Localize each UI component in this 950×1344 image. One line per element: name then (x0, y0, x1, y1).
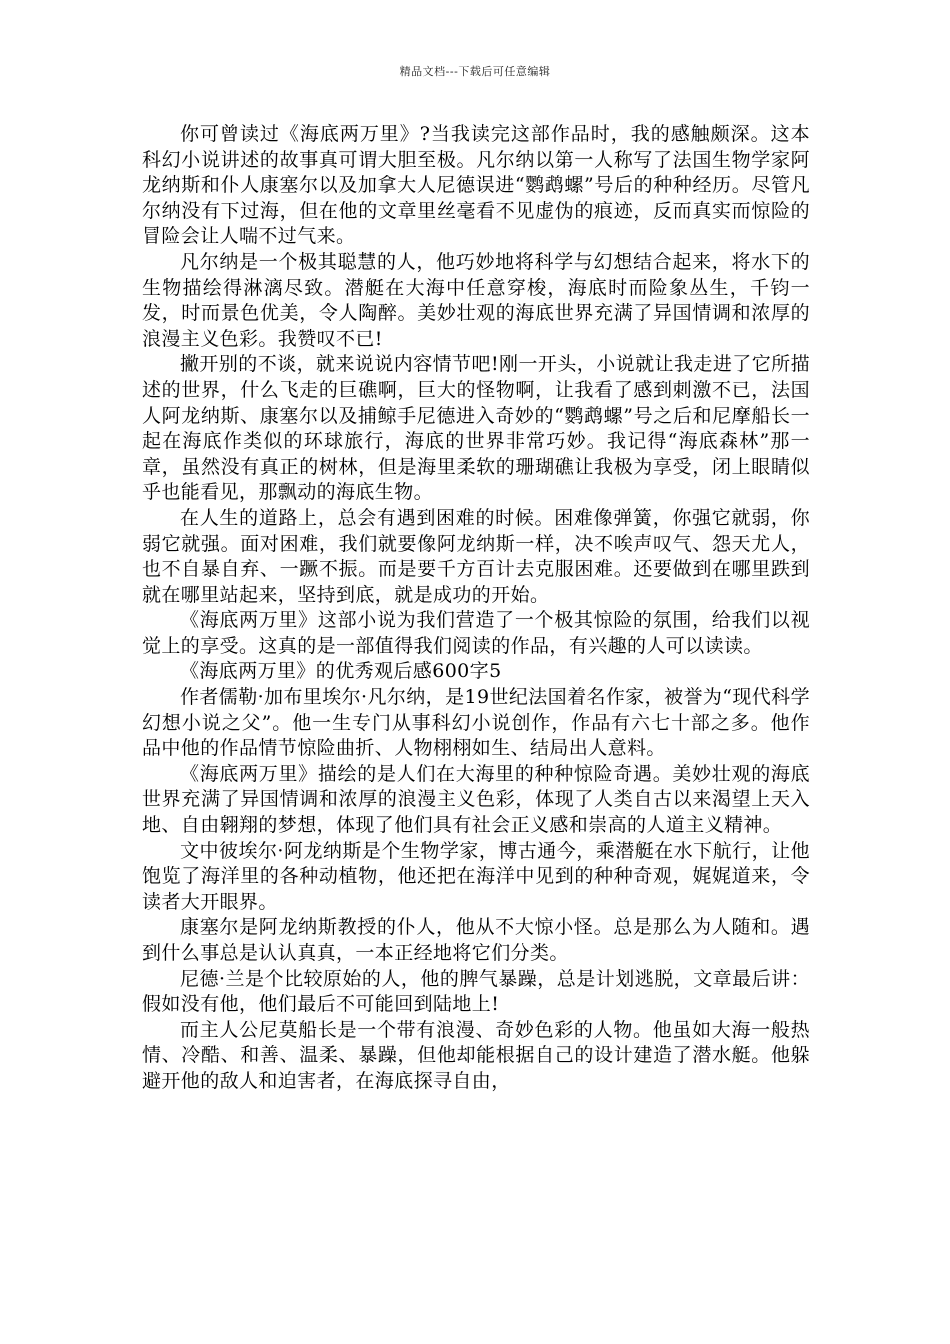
document-body (142, 122, 810, 1095)
paragraph: 你可曾读过《海底两万里》?当我读完这部作品时，我的感触颇深。这本科幻小说讲述的故事真可谓大胆至极。凡尔纳以第一人称写了法国生物学家阿龙纳斯和仆人康塞尔以及加拿大人尼德误进“鹦鹉螺”号后的种种经历。尽管凡尔纳没有下过海，但在他的文章里丝毫看不见虚伪的痕迹，反而真实而惊险的冒险会让人喘不过气来。 (142, 123, 810, 248)
paragraph: 尼德·兰是个比较原始的人，他的脾气暴躁，总是计划逃脱，文章最后讲：假如没有他，他们最后不可能回到陆地上! (142, 967, 810, 1016)
paragraph: 而主人公尼莫船长是一个带有浪漫、奇妙色彩的人物。他虽如大海一般热情、冷酷、和善、温柔、暴躁，但他却能根据自己的设计建造了潜水艇。他躲避开他的敌人和迫害者，在海底探寻自由， (142, 1018, 810, 1092)
paragraph: 凡尔纳是一个极其聪慧的人，他巧妙地将科学与幻想结合起来，将水下的生物描绘得淋漓尽致。潜艇在大海中任意穿梭，海底时而险象丛生，千钧一发，时而景色优美，令人陶醉。美妙壮观的海底世界充满了异国情调和浓厚的浪漫主义色彩。我赞叹不已! (142, 250, 810, 350)
section-heading: 《海底两万里》的优秀观后感600字5 (180, 660, 502, 683)
paragraph: 《海底两万里》这部小说为我们营造了一个极其惊险的氛围，给我们以视觉上的享受。这真的是一部值得我们阅读的作品，有兴趣的人可以读读。 (142, 609, 810, 657)
paragraph: 文中彼埃尔·阿龙纳斯是个生物学家，博古通今，乘潜艇在水下航行，让他饱览了海洋里的各种动植物，他还把在海洋中见到的种种奇观，娓娓道来，令读者大开眼界。 (142, 839, 810, 913)
paragraph: 《海底两万里》描绘的是人们在大海里的种种惊险奇遇。美妙壮观的海底世界充满了异国情调和浓厚的浪漫主义色彩，体现了人类自古以来渴望上天入地、自由翱翔的梦想，体现了他们具有社会正义感和崇高的人道主义精神。 (142, 762, 810, 837)
paragraph: 撇开别的不谈，就来说说内容情节吧!刚一开头，小说就让我走进了它所描述的世界，什么飞走的巨礁啊，巨大的怪物啊，让我看了感到刺激不已，法国人阿龙纳斯、康塞尔以及捕鲸手尼德进入奇妙的“鹦鹉螺”号之后和尼摩船长一起在海底作类似的环球旅行，海底的世界非常巧妙。我记得“海底森林”那一章，虽然没有真正的树林，但是海里柔软的珊瑚礁让我极为享受，闭上眼睛似乎也能看见，那飘动的海底生物。 (142, 353, 810, 504)
page-header: 精品文档---下载后可任意编辑 (399, 65, 551, 78)
paragraph: 作者儒勒·加布里埃尔·凡尔纳，是19世纪法国着名作家，被誉为“现代科学幻想小说之父”。他一生专门从事科幻小说创作，作品有六七十部之多。他作品中他的作品情节惊险曲折、人物栩栩如生、结局出人意料。 (142, 686, 810, 760)
paragraph: 康塞尔是阿龙纳斯教授的仆人，他从不大惊小怪。总是那么为人随和。遇到什么事总是认认真真，一本正经地将它们分类。 (142, 916, 810, 964)
paragraph: 在人生的道路上，总会有遇到困难的时候。困难像弹簧，你强它就弱，你弱它就强。面对困难，我们就要像阿龙纳斯一样，决不唉声叹气、怨天尤人，也不自暴自弃、一蹶不振。而是要千方百计去克服困难。还要做到在哪里跌到就在哪里站起来，坚持到底，就是成功的开始。 (142, 506, 810, 606)
